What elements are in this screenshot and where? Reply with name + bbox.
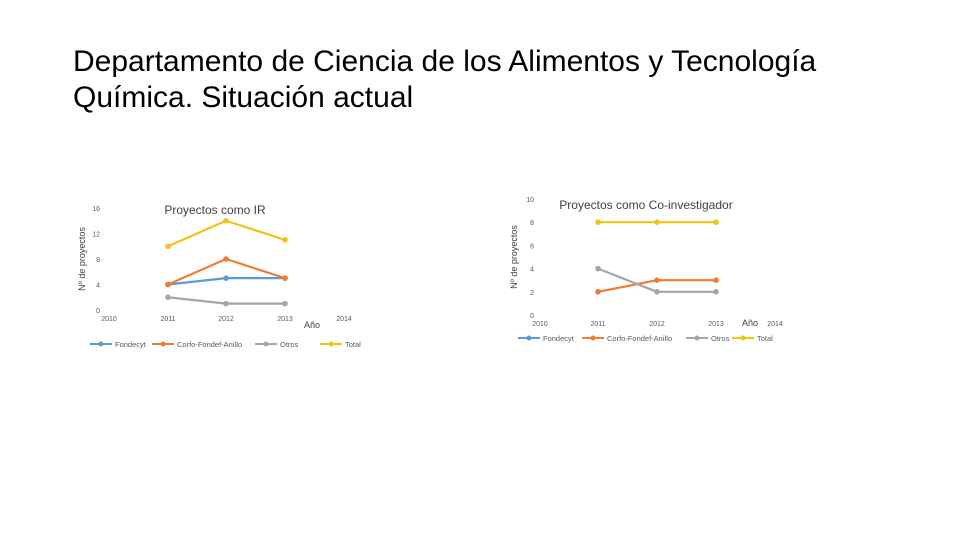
y-tick-label: 2 [530,289,534,297]
data-point-otros [165,294,171,300]
y-tick-label: 12 [92,231,100,239]
y-tick-label: 4 [96,282,100,290]
slide-title-line1: Departamento de Ciencia de los Alimentos y Tecnología [73,45,817,78]
data-point-corfo-fondef-anillo [713,277,719,283]
y-tick-label: 16 [92,206,100,213]
x-tick-label: 2012 [649,321,665,328]
legend-marker [741,336,746,341]
data-point-corfo-fondef-anillo [282,275,288,281]
data-point-corfo-fondef-anillo [654,277,660,283]
y-tick-label: 8 [96,257,100,264]
legend-marker [695,336,700,341]
y-tick-label: 8 [530,220,534,228]
chart-title: Proyectos como IR [164,203,266,217]
legend-label: Fondecyt [543,334,574,343]
slide-title-line2: Química. Situación actual [73,81,414,114]
x-axis-label: Año [741,318,759,328]
series-line-total [168,221,285,247]
legend-marker [99,342,104,347]
data-point-fondecyt [223,275,229,281]
y-tick-label: 10 [526,197,534,204]
x-tick-label: 2014 [336,316,352,323]
data-point-total [713,219,719,225]
legend-label: Fondecyt [115,340,146,349]
x-tick-label: 2013 [277,316,293,323]
legend-marker [161,342,166,347]
data-point-total [282,237,288,243]
chart-title: Proyectos como Co-investigador [559,198,733,212]
data-point-corfo-fondef-anillo [223,256,229,262]
legend-marker [591,336,596,341]
data-point-otros [595,266,601,272]
legend-label: Otros [711,334,730,343]
legend-marker [264,342,269,347]
y-tick-label: 6 [530,243,534,251]
y-axis-label: Nº de proyectos [509,225,519,289]
x-tick-label: 2012 [218,316,234,323]
legend-label: Corfo-Fondef-Anillo [607,334,673,343]
legend-marker [329,342,334,347]
x-tick-label: 2014 [767,321,783,328]
x-tick-label: 2013 [708,321,724,328]
data-point-otros [282,301,288,307]
data-point-total [165,243,171,249]
x-tick-label: 2010 [532,321,548,328]
chart-svg [510,185,810,360]
data-point-otros [654,289,660,295]
chart-proyectos-co-investigador [510,185,810,360]
chart-proyectos-ir [77,185,380,360]
data-point-otros [223,301,229,307]
data-point-corfo-fondef-anillo [165,282,171,288]
data-point-otros [713,289,719,295]
legend-label: Otros [280,340,299,349]
legend-marker [527,336,532,341]
x-tick-label: 2011 [160,316,176,323]
slide-title [73,44,893,116]
y-tick-label: 0 [96,308,100,315]
data-point-total [654,219,660,225]
x-axis-label: Año [303,320,321,330]
y-tick-label: 0 [530,313,534,320]
y-axis-label: Nº de proyectos [77,227,87,291]
legend-label: Corfo-Fondef-Anillo [177,340,243,349]
data-point-corfo-fondef-anillo [595,289,601,295]
x-tick-label: 2011 [590,321,606,328]
y-tick-label: 4 [530,266,534,274]
data-point-total [595,219,601,225]
x-tick-label: 2010 [101,316,117,323]
data-point-total [223,218,229,224]
legend-label: Total [757,334,773,343]
legend-label: Total [345,340,361,349]
chart-svg [77,185,380,360]
